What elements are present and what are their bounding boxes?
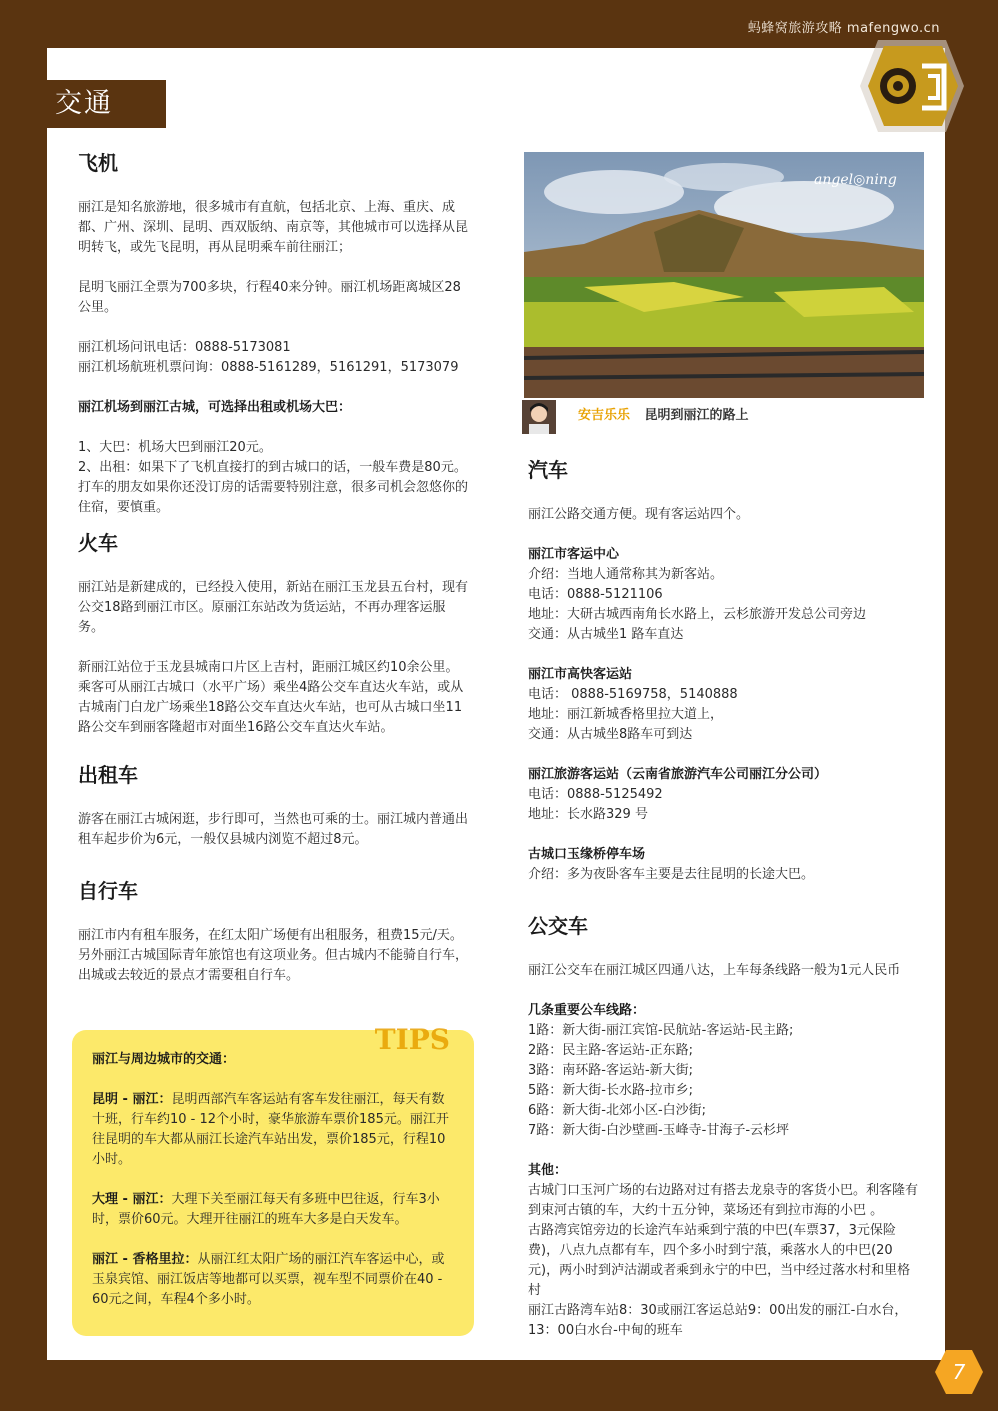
route-item: 7路：新大街-白沙壁画-玉峰寺-甘海子-云杉坪 <box>528 1123 790 1138</box>
route-item: 1路：新大街-丽江宾馆-民航站-客运站-民主路; <box>528 1023 794 1038</box>
tips-heading: 丽江与周边城市的交通： <box>92 1052 236 1067</box>
station-2-name: 丽江市高快客运站 <box>528 667 633 682</box>
plane-paragraph-1: 丽江是知名旅游地，很多城市有直航，包括北京、上海、重庆、成都、广州、深圳、昆明、西双版纳、南京等，其他城市可以选择从昆明转飞，或先飞昆明，再从昆明乘车前往丽江； <box>78 200 469 255</box>
tips-label: TIPS <box>374 1023 450 1056</box>
station-4-line-1: 介绍：多为夜卧客车主要是去往昆明的长途大巴。 <box>528 867 815 882</box>
other-paragraph-2: 古路湾宾馆旁边的长途汽车站乘到宁蒗的中巴(车票37，3元保险费)，八点九点都有车，四个多小时到宁蒗，乘落水人的中巴(20元)，两小时到泸沽湖或者乘到永宁的中巴，当中经过落水村和里格村 <box>528 1223 911 1298</box>
landscape-photo <box>524 152 924 398</box>
tips-route-1-text: 昆明西部汽车客运站有客车发往丽江，每天有数十班，行车约10 - 12个小时，豪华旅游车票价185元。丽江开往昆明的车大都从丽江长途汽车站出发，票价185元，行程10小时。 <box>92 1092 449 1167</box>
tips-route-1-title: 昆明 - 丽江： <box>92 1092 172 1107</box>
city-bus-intro: 丽江公交车在丽江城区四通八达，上车每条线路一般为1元人民币 <box>528 963 901 978</box>
photo-watermark: angel◎ning <box>814 172 897 188</box>
tips-route-2-title: 大理 - 丽江： <box>92 1192 172 1207</box>
train-paragraph-1: 丽江站是新建成的，已经投入使用，新站在丽江玉龙县五台村，现有公交18路到丽江市区。原丽江东站改为货运站，不再办理客运服务。 <box>78 580 469 635</box>
right-column <box>528 455 920 1341</box>
tips-route-3-text: 从丽江红太阳广场的丽江汽车客运中心，或玉泉宾馆、丽江饭店等地都可以买票，视车型不同票价在40 - 60元之间，车程4个多小时。 <box>92 1252 445 1307</box>
bike-heading: 自行车 <box>78 879 138 903</box>
tips-route-1 <box>92 1090 454 1170</box>
other-paragraph-1: 古城门口玉河广场的右边路对过有搭去龙泉寺的客货小巴。利客隆有到束河古镇的车，大约十五分钟，菜场还有到拉市海的小巴 。 <box>528 1183 919 1218</box>
station-1-line-1: 介绍：当地人通常称其为新客站。 <box>528 567 724 582</box>
plane-paragraph-6: 1、大巴：机场大巴到丽江20元。 <box>78 440 272 455</box>
station-2-line-3: 交通：从古城坐8路车可到达 <box>528 727 693 742</box>
station-4-name: 古城口玉缘桥停车场 <box>528 847 646 862</box>
train-heading: 火车 <box>78 531 118 555</box>
plane-paragraph-2: 昆明飞丽江全票为700多块，行程40来分钟。丽江机场距离城区28公里。 <box>78 280 461 315</box>
plane-paragraph-4: 丽江机场航班机票问询：0888-5161289，5161291，5173079 <box>78 360 459 375</box>
bike-paragraph-1: 丽江市内有租车服务，在红太阳广场便有出租服务，租费15元/天。另外丽江古城国际青年旅馆也有这项业务。但古城内不能骑自行车，出城或去较近的景点才需要租自行车。 <box>78 928 469 983</box>
bus-intro: 丽江公路交通方便。现有客运站四个。 <box>528 507 750 522</box>
left-column <box>78 148 470 986</box>
section-title: 交通 <box>47 80 166 128</box>
station-2-line-1: 电话： 0888-5169758，5140888 <box>528 687 738 702</box>
route-item: 2路：民主路-客运站-正东路; <box>528 1043 694 1058</box>
station-3-line-2: 地址：长水路329 号 <box>528 807 648 822</box>
photo-title: 昆明到丽江的路上 <box>644 408 749 423</box>
photo-caption <box>578 404 749 423</box>
site-header: 蚂蜂窝旅游攻略 mafengwo.cn <box>747 21 940 36</box>
tips-box <box>72 1023 474 1336</box>
station-2-line-2: 地址：丽江新城香格里拉大道上， <box>528 707 724 722</box>
tips-route-2 <box>92 1190 454 1230</box>
tips-route-2-text: 大理下关至丽江每天有多班中巴往返，行车3小时，票价60元。大理开往丽江的班车大多是白天发车。 <box>92 1192 440 1227</box>
photo-user-link[interactable]: 安吉乐乐 <box>578 408 631 423</box>
station-1-line-2: 电话：0888-5121106 <box>528 587 663 602</box>
station-3-name: 丽江旅游客运站（云南省旅游汽车公司丽江分公司） <box>528 767 828 782</box>
bus-heading: 汽车 <box>528 458 568 482</box>
tips-route-3 <box>92 1250 454 1310</box>
train-paragraph-2: 新丽江站位于玉龙县城南口片区上吉村，距丽江城区约10余公里。乘客可从丽江古城口（水平广场）乘坐4路公交车直达火车站，或从古城南门白龙广场乘坐18路公交车直达火车站，也可从古城口坐11路公交车到丽客隆超市对面坐16路公交车直达火车站。 <box>78 660 464 735</box>
route-item: 5路：新大街-长水路-拉市乡; <box>528 1083 694 1098</box>
plane-paragraph-5: 丽江机场到丽江古城，可选择出租或机场大巴： <box>78 400 352 415</box>
other-paragraph-3: 丽江古路湾车站8：30或丽江客运总站9：00出发的丽江-白水台，13：00白水台-中甸的班车 <box>528 1303 908 1338</box>
route-item: 6路：新大街-北郊小区-白沙街; <box>528 1103 707 1118</box>
plane-paragraph-7: 2、出租：如果下了飞机直接打的到古城口的话，一般车费是80元。打车的朋友如果你还没订房的话需要特别注意，很多司机会忽悠你的住宿，要慎重。 <box>78 460 469 515</box>
station-3-line-1: 电话：0888-5125492 <box>528 787 663 802</box>
station-1-line-4: 交通：从古城坐1 路车直达 <box>528 627 684 642</box>
city-bus-heading: 公交车 <box>528 914 588 938</box>
station-1-line-3: 地址：大研古城西南角长水路上，云杉旅游开发总公司旁边 <box>528 607 867 622</box>
taxi-paragraph-1: 游客在丽江古城闲逛，步行即可，当然也可乘的士。丽江城内普通出租车起步价为6元，一般仅县城内浏览不超过8元。 <box>78 812 469 847</box>
route-item: 3路：南环路-客运站-新大街; <box>528 1063 694 1078</box>
taxi-heading: 出租车 <box>78 763 138 787</box>
avatar[interactable] <box>522 400 556 434</box>
page-number-badge <box>934 1348 984 1396</box>
page-number: 7 <box>952 1360 966 1384</box>
tips-route-3-title: 丽江 - 香格里拉： <box>92 1252 198 1267</box>
routes-title: 几条重要公车线路： <box>528 1003 646 1018</box>
plane-paragraph-3: 丽江机场问讯电话：0888-5173081 <box>78 340 291 355</box>
plane-heading: 飞机 <box>78 151 118 175</box>
station-1-name: 丽江市客运中心 <box>528 547 620 562</box>
other-title: 其他： <box>528 1163 568 1178</box>
mafengwo-logo-icon <box>858 38 966 134</box>
